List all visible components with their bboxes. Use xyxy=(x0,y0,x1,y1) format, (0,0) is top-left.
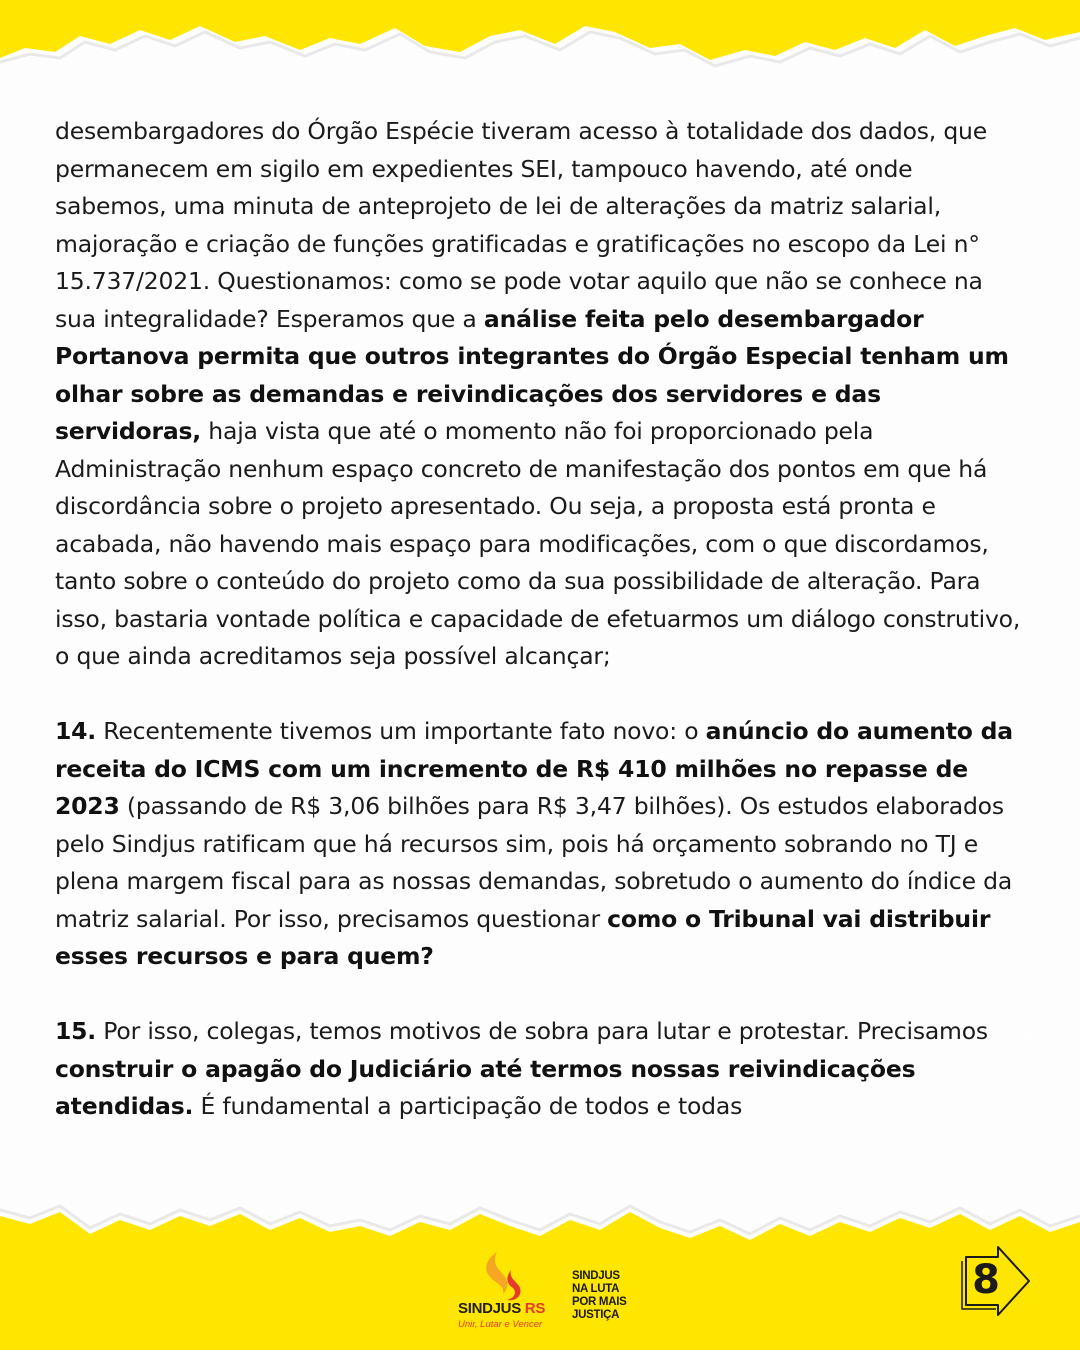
emphasis-text: análise feita pelo desembargador Portanova permita que outros integrantes do Órgão Especial tenham um olhar sobre as demandas e reivindicações dos servidores e das servidoras, xyxy=(55,304,1009,445)
brand-slogan: Unir, Lutar e Vencer xyxy=(458,1319,543,1330)
campaign-line: POR MAIS xyxy=(572,1296,627,1308)
body-text: Por isso, colegas, temos motivos de sobra para lutar e protestar. Precisamos xyxy=(96,1017,988,1045)
brand-name-main: SINDJUS xyxy=(458,1300,521,1317)
article-body xyxy=(55,113,1030,1126)
logo-flame-red xyxy=(507,1270,521,1300)
campaign-line: NA LUTA xyxy=(572,1283,620,1295)
emphasis-text: construir o apagão do Judiciário até termos nossas reivindicações atendidas. xyxy=(55,1054,916,1120)
emphasis-text: 15. xyxy=(55,1017,97,1045)
emphasis-text: 14. xyxy=(55,717,97,745)
logo-flame-orange xyxy=(486,1252,507,1294)
campaign-line: JUSTIÇA xyxy=(572,1309,620,1321)
paragraph-item-15 xyxy=(55,1013,1030,1126)
body-text: desembargadores do Órgão Espécie tiveram acesso à totalidade dos dados, que permanecem em sigilo em expedientes SEI, tampouco havendo, até onde sabemos, uma minuta de anteprojeto de lei de alterações da matriz salarial, majoração e criação de funções gratificadas e gratificações no escopo da Lei n° 15.737/2021. Questionamos: como se pode votar aquilo que não se conhece na sua integralidade? Esperamos que a xyxy=(55,117,987,333)
campaign-line: SINDJUS xyxy=(572,1270,620,1282)
emphasis-text: como o Tribunal vai distribuir esses recursos e para quem? xyxy=(55,904,991,970)
body-text: É fundamental a participação de todos e todas xyxy=(193,1092,743,1120)
brand-name xyxy=(458,1300,545,1317)
paragraph-continuation xyxy=(55,113,1030,676)
emphasis-text: anúncio do aumento da receita do ICMS com um incremento de R$ 410 milhões no repasse de 2023 xyxy=(55,717,1013,820)
campaign-mark xyxy=(572,1270,632,1322)
body-text: haja vista que até o momento não foi proporcionado pela Administração nenhum espaço concreto de manifestação dos pontos em que há discordância sobre o projeto apresentado. Ou seja, a proposta está pronta e acabada, não havendo mais espaço para modificações, com o que discordamos, tanto sobre o conteúdo do projeto como da sua possibilidade de alteração. Para isso, bastaria vontade política e capacidade de efetuarmos um diálogo construtivo, o que ainda acreditamos seja possível alcançar; xyxy=(55,417,1021,670)
body-text: (passando de R$ 3,06 bilhões para R$ 3,47 bilhões). Os estudos elaborados pelo Sindjus ratificam que há recursos sim, pois há orçamento sobrando no TJ e plena margem fiscal para as nossas demandas, sobretudo o aumento do índice da matriz salarial. Por isso, precisamos questionar xyxy=(55,792,1013,933)
paragraph-item-14 xyxy=(55,713,1030,976)
page-number: 8 xyxy=(972,1257,1000,1303)
body-text: Recentemente tivemos um importante fato novo: o xyxy=(96,717,706,745)
brand-name-suffix: RS xyxy=(524,1300,546,1317)
